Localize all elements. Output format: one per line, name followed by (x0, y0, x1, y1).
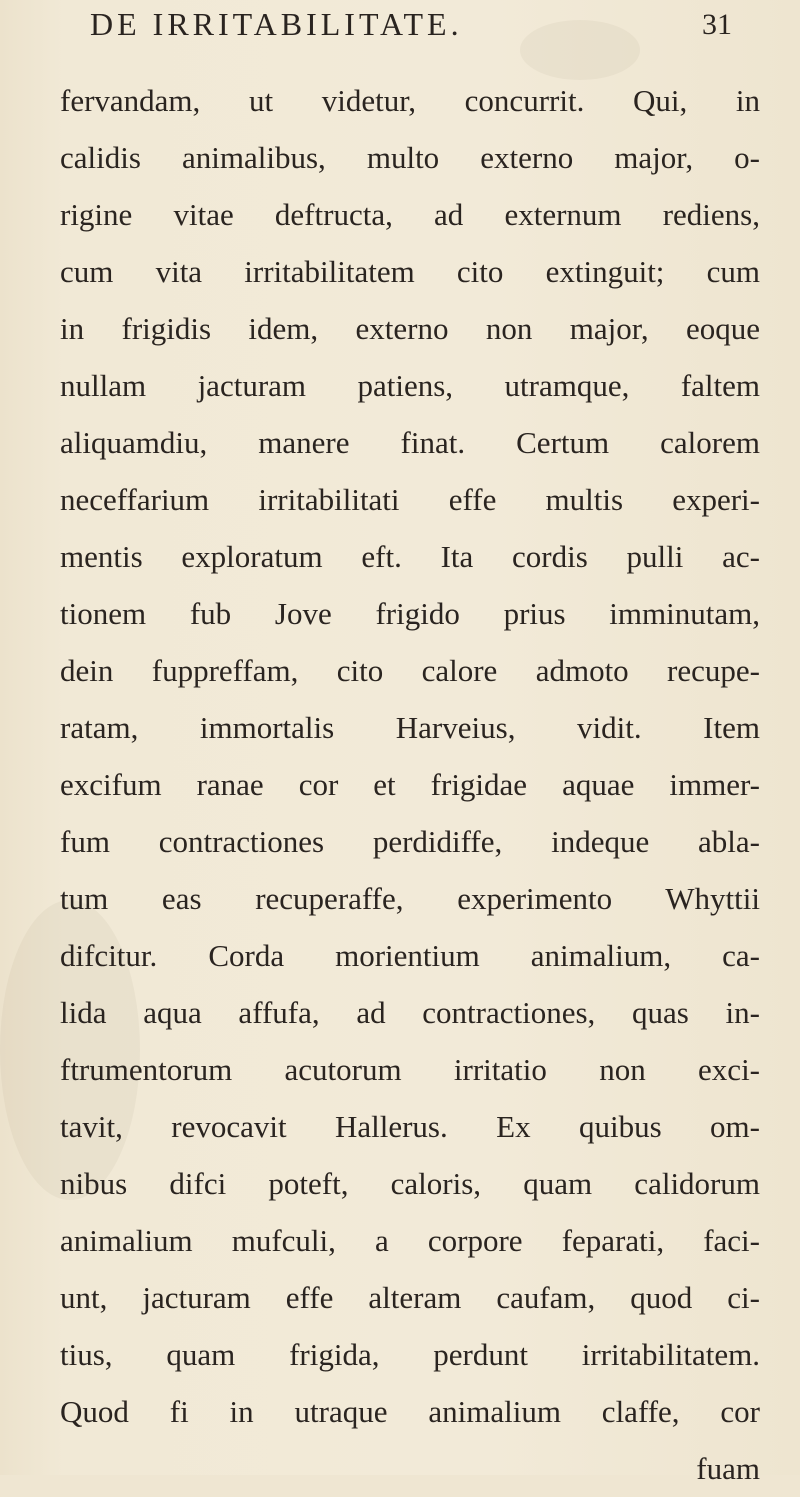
text-line: nibus difci poteft, caloris, quam calidorum (60, 1166, 760, 1201)
text-line: dein fuppreffam, cito calore admoto recupe- (60, 653, 760, 688)
text-line: rigine vitae deftructa, ad externum rediens, (60, 197, 760, 232)
text-line: tionem fub Jove frigido prius imminutam, (60, 596, 760, 631)
text-line: ratam, immortalis Harveius, vidit. Item (60, 710, 760, 745)
text-line: fum contractiones perdidiffe, indeque abla- (60, 824, 760, 859)
text-line: difcitur. Corda morientium animalium, ca- (60, 938, 760, 973)
text-line: lida aqua affufa, ad contractiones, quas in- (60, 995, 760, 1030)
text-line: Quod fi in utraque animalium claffe, cor (60, 1394, 760, 1429)
text-line: tius, quam frigida, perdunt irritabilitatem. (60, 1337, 760, 1372)
text-line: animalium mufculi, a corpore feparati, faci- (60, 1223, 760, 1258)
text-line: mentis exploratum eft. Ita cordis pulli ac- (60, 539, 760, 574)
running-header (60, 6, 732, 46)
body-text (60, 72, 760, 1497)
text-line: tavit, revocavit Hallerus. Ex quibus om- (60, 1109, 760, 1144)
text-line: aliquamdiu, manere finat. Certum calorem (60, 425, 760, 460)
text-line: fervandam, ut videtur, concurrit. Qui, in (60, 83, 760, 118)
text-line: ftrumentorum acutorum irritatio non exci- (60, 1052, 760, 1087)
text-line: in frigidis idem, externo non major, eoque (60, 311, 760, 346)
catchword: fuam (696, 1451, 760, 1486)
text-line: cum vita irritabilitatem cito extinguit; cum (60, 254, 760, 289)
page-number: 31 (702, 8, 732, 41)
text-line: nullam jacturam patiens, utramque, faltem (60, 368, 760, 403)
running-title: DE IRRITABILITATE. (90, 6, 463, 42)
text-line: tum eas recuperaffe, experimento Whyttii (60, 881, 760, 916)
text-line: neceffarium irritabilitati effe multis experi- (60, 482, 760, 517)
text-line: unt, jacturam effe alteram caufam, quod ci- (60, 1280, 760, 1315)
text-line: excifum ranae cor et frigidae aquae immer- (60, 767, 760, 802)
text-line: calidis animalibus, multo externo major, o- (60, 140, 760, 175)
